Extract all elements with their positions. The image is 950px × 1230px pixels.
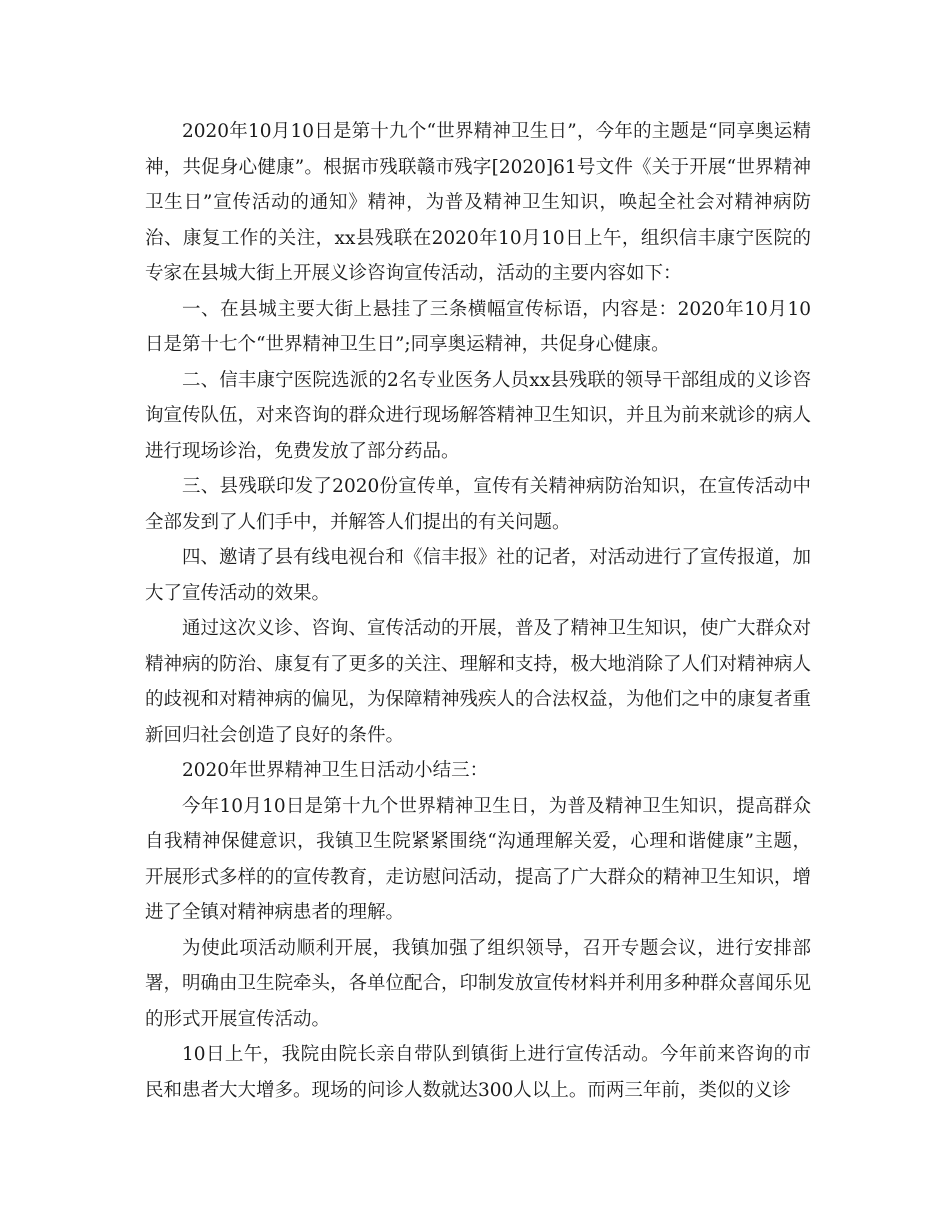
paragraph-item-1: 一、在县城主要大街上悬挂了三条横幅宣传标语，内容是：2020年10月10日是第十七个“世界精神卫生日”;同享奥运精神，共促身心健康。 xyxy=(145,298,811,355)
paragraph-section3-intro: 今年10月10日是第十九个世界精神卫生日，为普及精神卫生知识，提高群众自我精神保健意识，我镇卫生院紧紧围绕“沟通理解关爱，心理和谐健康”主题，开展形式多样的的宣传教育，走访慰问活动，提高了广大群众的精神卫生知识，增进了全镇对精神病患者的理解。 xyxy=(145,795,812,923)
paragraph-item-4: 四、邀请了县有线电视台和《信丰报》社的记者，对活动进行了宣传报道，加大了宣传活动的效果。 xyxy=(145,547,812,604)
paragraph-event: 10日上午，我院由院长亲自带队到镇街上进行宣传活动。今年前来咨询的市民和患者大大增多。现场的问诊人数就达300人以上。而两三年前，类似的义诊 xyxy=(145,1044,811,1101)
document-body xyxy=(145,114,811,1108)
paragraph-organization: 为使此项活动顺利开展，我镇加强了组织领导，召开专题会议，进行安排部署，明确由卫生院牵头，各单位配合，印制发放宣传材料并利用多种群众喜闻乐见的形式开展宣传活动。 xyxy=(145,937,812,1030)
paragraph-intro: 2020年10月10日是第十九个“世界精神卫生日”，今年的主题是“同享奥运精神，共促身心健康”。根据市残联赣市残字[2020]61号文件《关于开展“世界精神卫生日”宣传活动的通知》精神，为普及精神卫生知识，唤起全社会对精神病防治、康复工作的关注，xx县残联在2020年10月10日上午，组织信丰康宁医院的专家在县城大街上开展义诊咨询宣传活动，活动的主要内容如下： xyxy=(145,121,811,284)
paragraph-summary: 通过这次义诊、咨询、宣传活动的开展，普及了精神卫生知识，使广大群众对精神病的防治、康复有了更多的关注、理解和支持，极大地消除了人们对精神病人的歧视和对精神病的偏见，为保障精神残疾人的合法权益，为他们之中的康复者重新回归社会创造了良好的条件。 xyxy=(145,618,812,746)
paragraph-item-3: 三、县残联印发了2020份宣传单，宣传有关精神病防治知识，在宣传活动中全部发到了人们手中，并解答人们提出的有关问题。 xyxy=(145,476,811,533)
section-heading: 2020年世界精神卫生日活动小结三： xyxy=(182,760,489,781)
paragraph-item-2: 二、信丰康宁医院选派的2名专业医务人员xx县残联的领导干部组成的义诊咨询宣传队伍，对来咨询的群众进行现场解答精神卫生知识，并且为前来就诊的病人进行现场诊治，免费发放了部分药品。 xyxy=(145,369,812,462)
